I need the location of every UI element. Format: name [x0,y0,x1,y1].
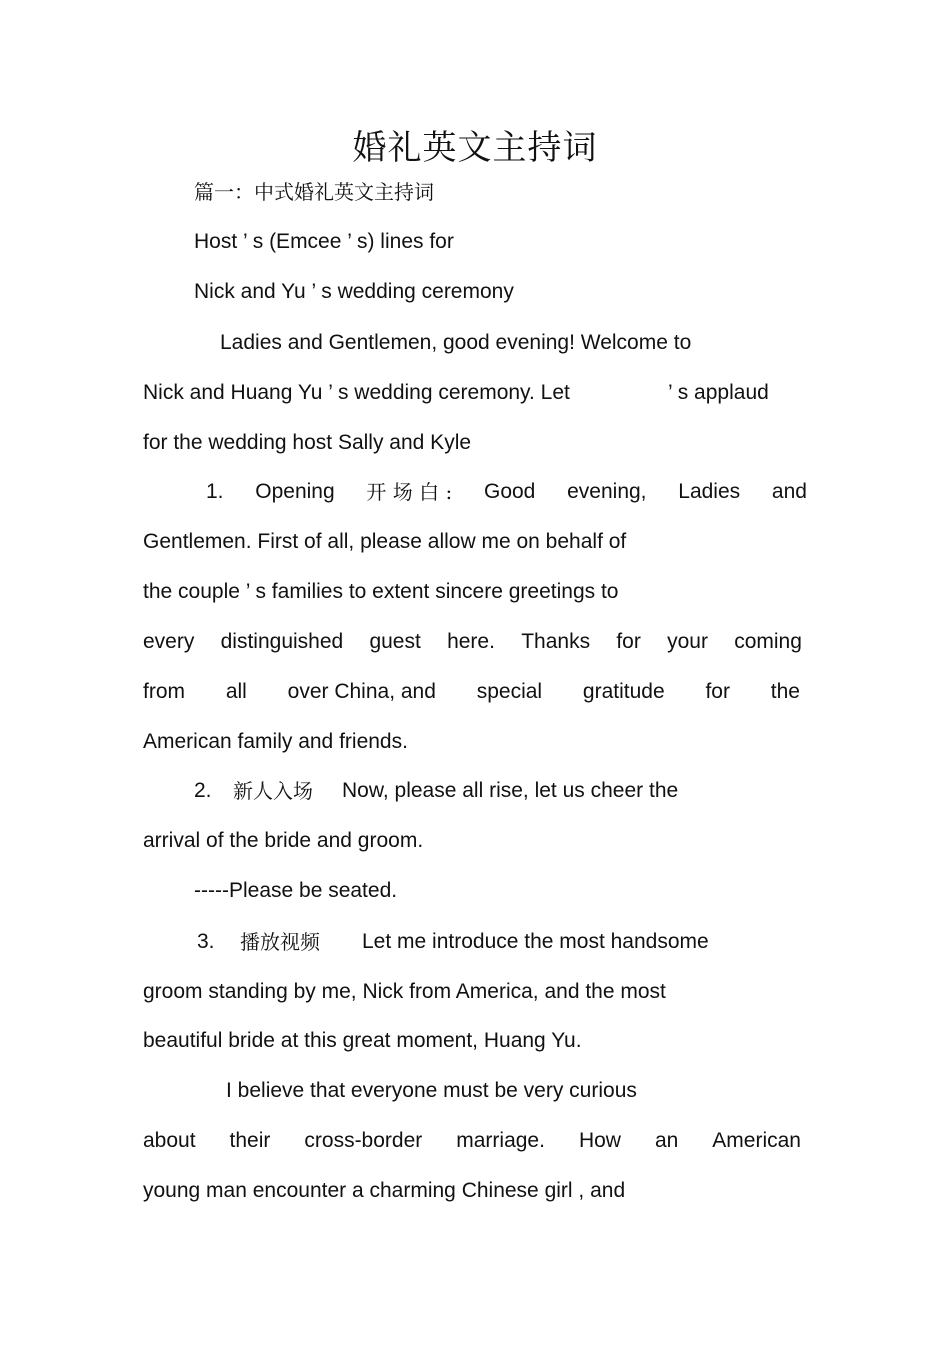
word: from [143,680,185,703]
word: over China, and [287,680,436,703]
text-line [197,929,861,955]
word: all [225,680,247,703]
word: coming [734,630,802,653]
text-line: American family and friends. [143,730,408,753]
justified-line [143,1128,801,1154]
text-line [143,380,807,406]
text-line: beautiful bride at this great moment, Huang Yu. [143,1029,582,1052]
word: Thanks [521,630,591,653]
text-segment: ’ s applaud [668,381,769,404]
list-number: 2. [194,779,212,802]
word: Ladies [678,480,741,503]
section-label: 新人入场 [233,779,313,803]
text-line: Nick and Yu ’ s wedding ceremony [194,280,514,303]
word: for [616,630,641,653]
word: an [654,1129,679,1152]
word: guest [369,630,421,653]
list-number: 3. [197,930,215,953]
word: your [667,630,708,653]
text-segment: Now, please all rise, let us cheer the [342,779,679,802]
text-line: young man encounter a charming Chinese girl , and [143,1179,626,1202]
text-line: -----Please be seated. [194,879,398,902]
word: about [143,1129,196,1152]
word: gratitude [582,680,665,703]
justified-line [143,629,802,655]
word: their [229,1129,271,1152]
text-line: groom standing by me, Nick from America, and the most [143,980,666,1003]
text-line [194,778,858,804]
text-segment: Let me introduce the most handsome [362,930,709,953]
section-label: 播放视频 [240,930,320,954]
word: Opening [255,480,335,503]
word: How [578,1129,621,1152]
word: and [771,480,807,503]
word: 开 场 白 : [366,480,453,504]
justified-line [143,679,800,705]
text-line: Host ’ s (Emcee ’ s) lines for [194,230,454,253]
word: for [705,680,730,703]
text-line: Gentlemen. First of all, please allow me on behalf of [143,530,627,553]
word: distinguished [220,630,344,653]
text-line: arrival of the bride and groom. [143,829,424,852]
text-line: the couple ’ s families to extent sincere greetings to [143,580,619,603]
word: cross-border [304,1129,423,1152]
word: every [143,630,195,653]
word: Good [483,480,536,503]
word: evening, [567,480,647,503]
word: here. [447,630,495,653]
text-line: Ladies and Gentlemen, good evening! Welcome to [220,331,692,354]
document-title: 婚礼英文主持词 [352,128,598,168]
text-line: for the wedding host Sally and Kyle [143,431,472,454]
text-line: I believe that everyone must be very curious [226,1079,637,1102]
word: marriage. [456,1129,545,1152]
word: American [712,1129,801,1152]
list-number: 1. [206,480,224,503]
word: the [770,680,800,703]
text-segment: Nick and Huang Yu ’ s wedding ceremony. Let [143,381,570,404]
section-heading: 篇一：中式婚礼英文主持词 [194,180,434,204]
justified-line [206,479,807,505]
word: special [476,680,543,703]
